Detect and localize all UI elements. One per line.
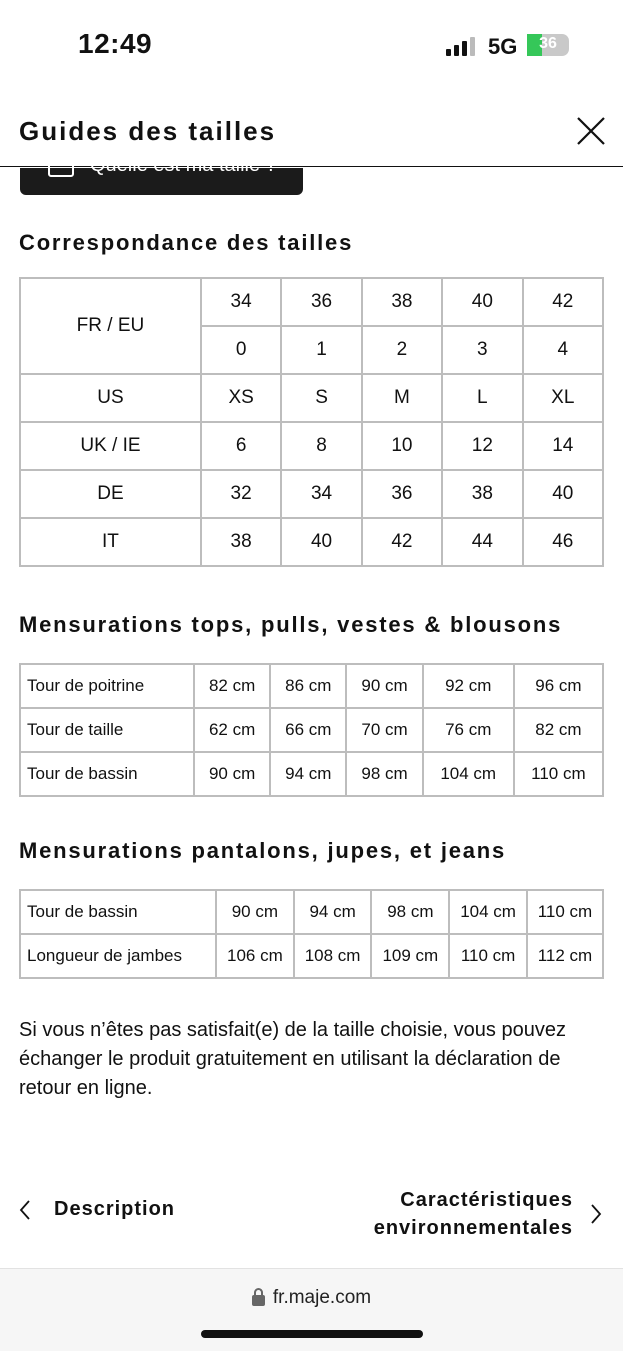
table-cell: 6: [201, 422, 281, 470]
row-label: UK / IE: [20, 422, 201, 470]
table-cell: XL: [523, 374, 603, 422]
section-title-tops: Mensurations tops, pulls, vestes & blousons: [19, 612, 563, 637]
row-label: Longueur de jambes: [20, 934, 216, 978]
table-cell: 2: [362, 326, 442, 374]
size-finder-label: Quelle est ma taille ?: [90, 154, 277, 176]
table-row: [20, 752, 603, 796]
table-cell: 42: [523, 278, 603, 326]
table-cell: 38: [442, 470, 522, 518]
table-cell: 40: [281, 518, 361, 566]
next-section-label: [374, 1186, 573, 1242]
table-cell: 112 cm: [527, 934, 603, 978]
bottoms-measurements-table: [19, 889, 604, 979]
table-row: [20, 664, 603, 708]
table-cell: S: [281, 374, 361, 422]
table-row: [20, 422, 603, 470]
table-cell: 12: [442, 422, 522, 470]
table-cell: 98 cm: [371, 890, 449, 934]
next-label-line1: Caractéristiques: [400, 1189, 573, 1211]
browser-address-bar[interactable]: [0, 1268, 623, 1351]
table-cell: 40: [442, 278, 522, 326]
table-cell: 32: [201, 470, 281, 518]
table-cell: 8: [281, 422, 361, 470]
page-title: Guides des tailles: [19, 116, 277, 146]
row-label: IT: [20, 518, 201, 566]
measure-icon: [48, 155, 74, 177]
next-label-line2: environnementales: [373, 1217, 573, 1239]
table-cell: 90 cm: [346, 664, 422, 708]
table-cell: 94 cm: [294, 890, 372, 934]
row-label: Tour de poitrine: [20, 664, 194, 708]
chevron-left-icon: [18, 1199, 32, 1221]
table-cell: 108 cm: [294, 934, 372, 978]
battery-icon: [527, 34, 569, 56]
lock-icon: [252, 1295, 265, 1306]
size-correspondance-table: [19, 277, 604, 567]
table-cell: 90 cm: [216, 890, 294, 934]
tops-measurements-table: [19, 663, 604, 797]
table-row: [20, 518, 603, 566]
status-time: 12:49: [78, 28, 153, 59]
table-cell: 10: [362, 422, 442, 470]
row-label: FR / EU: [20, 278, 201, 374]
table-cell: 104 cm: [423, 752, 514, 796]
table-cell: M: [362, 374, 442, 422]
table-cell: 62 cm: [194, 708, 270, 752]
url-display[interactable]: [0, 1287, 623, 1309]
table-cell: 38: [201, 518, 281, 566]
table-cell: 36: [281, 278, 361, 326]
table-row: [20, 934, 603, 978]
table-cell: 106 cm: [216, 934, 294, 978]
table-row: [20, 708, 603, 752]
home-indicator[interactable]: [201, 1330, 423, 1338]
table-cell: 46: [523, 518, 603, 566]
table-cell: 96 cm: [514, 664, 603, 708]
battery-percent: 36: [539, 35, 557, 52]
table-cell: 14: [523, 422, 603, 470]
table-cell: 36: [362, 470, 442, 518]
table-cell: 92 cm: [423, 664, 514, 708]
table-cell: 0: [201, 326, 281, 374]
table-cell: 104 cm: [449, 890, 527, 934]
table-cell: L: [442, 374, 522, 422]
table-cell: 98 cm: [346, 752, 422, 796]
size-finder-button[interactable]: [20, 154, 303, 195]
table-cell: 94 cm: [270, 752, 346, 796]
table-cell: 3: [442, 326, 522, 374]
next-section-link[interactable]: [374, 1186, 603, 1242]
table-cell: 4: [523, 326, 603, 374]
row-label: Tour de taille: [20, 708, 194, 752]
table-cell: 1: [281, 326, 361, 374]
table-cell: 110 cm: [449, 934, 527, 978]
table-cell: 110 cm: [527, 890, 603, 934]
row-label: Tour de bassin: [20, 890, 216, 934]
row-label: US: [20, 374, 201, 422]
table-cell: XS: [201, 374, 281, 422]
table-cell: 66 cm: [270, 708, 346, 752]
section-title-bottoms: Mensurations pantalons, jupes, et jeans: [19, 838, 507, 863]
table-cell: 110 cm: [514, 752, 603, 796]
exchange-note: Si vous n’êtes pas satisfait(e) de la taille choisie, vous pouvez échanger le produit gratuitement en utilisant la déclaration de retour en ligne.: [19, 1019, 566, 1099]
prev-section-label: Description: [54, 1198, 176, 1220]
section-title-correspondance: Correspondance des tailles: [19, 230, 354, 255]
network-type: 5G: [488, 34, 518, 59]
table-cell: 34: [201, 278, 281, 326]
table-cell: 38: [362, 278, 442, 326]
table-row: [20, 278, 603, 326]
table-row: [20, 470, 603, 518]
table-cell: 82 cm: [194, 664, 270, 708]
row-label: Tour de bassin: [20, 752, 194, 796]
table-cell: 82 cm: [514, 708, 603, 752]
prev-section-link[interactable]: [18, 1198, 175, 1221]
table-cell: 42: [362, 518, 442, 566]
row-label: DE: [20, 470, 201, 518]
table-cell: 70 cm: [346, 708, 422, 752]
status-bar: [0, 0, 623, 96]
table-cell: 34: [281, 470, 361, 518]
table-cell: 76 cm: [423, 708, 514, 752]
table-cell: 40: [523, 470, 603, 518]
table-cell: 44: [442, 518, 522, 566]
url-text: fr.maje.com: [272, 1287, 372, 1308]
chevron-right-icon: [589, 1203, 603, 1225]
table-cell: 90 cm: [194, 752, 270, 796]
table-row: [20, 890, 603, 934]
signal-icon: [446, 36, 475, 56]
table-row: [20, 374, 603, 422]
table-cell: 86 cm: [270, 664, 346, 708]
table-cell: 109 cm: [371, 934, 449, 978]
close-icon[interactable]: [574, 114, 608, 148]
